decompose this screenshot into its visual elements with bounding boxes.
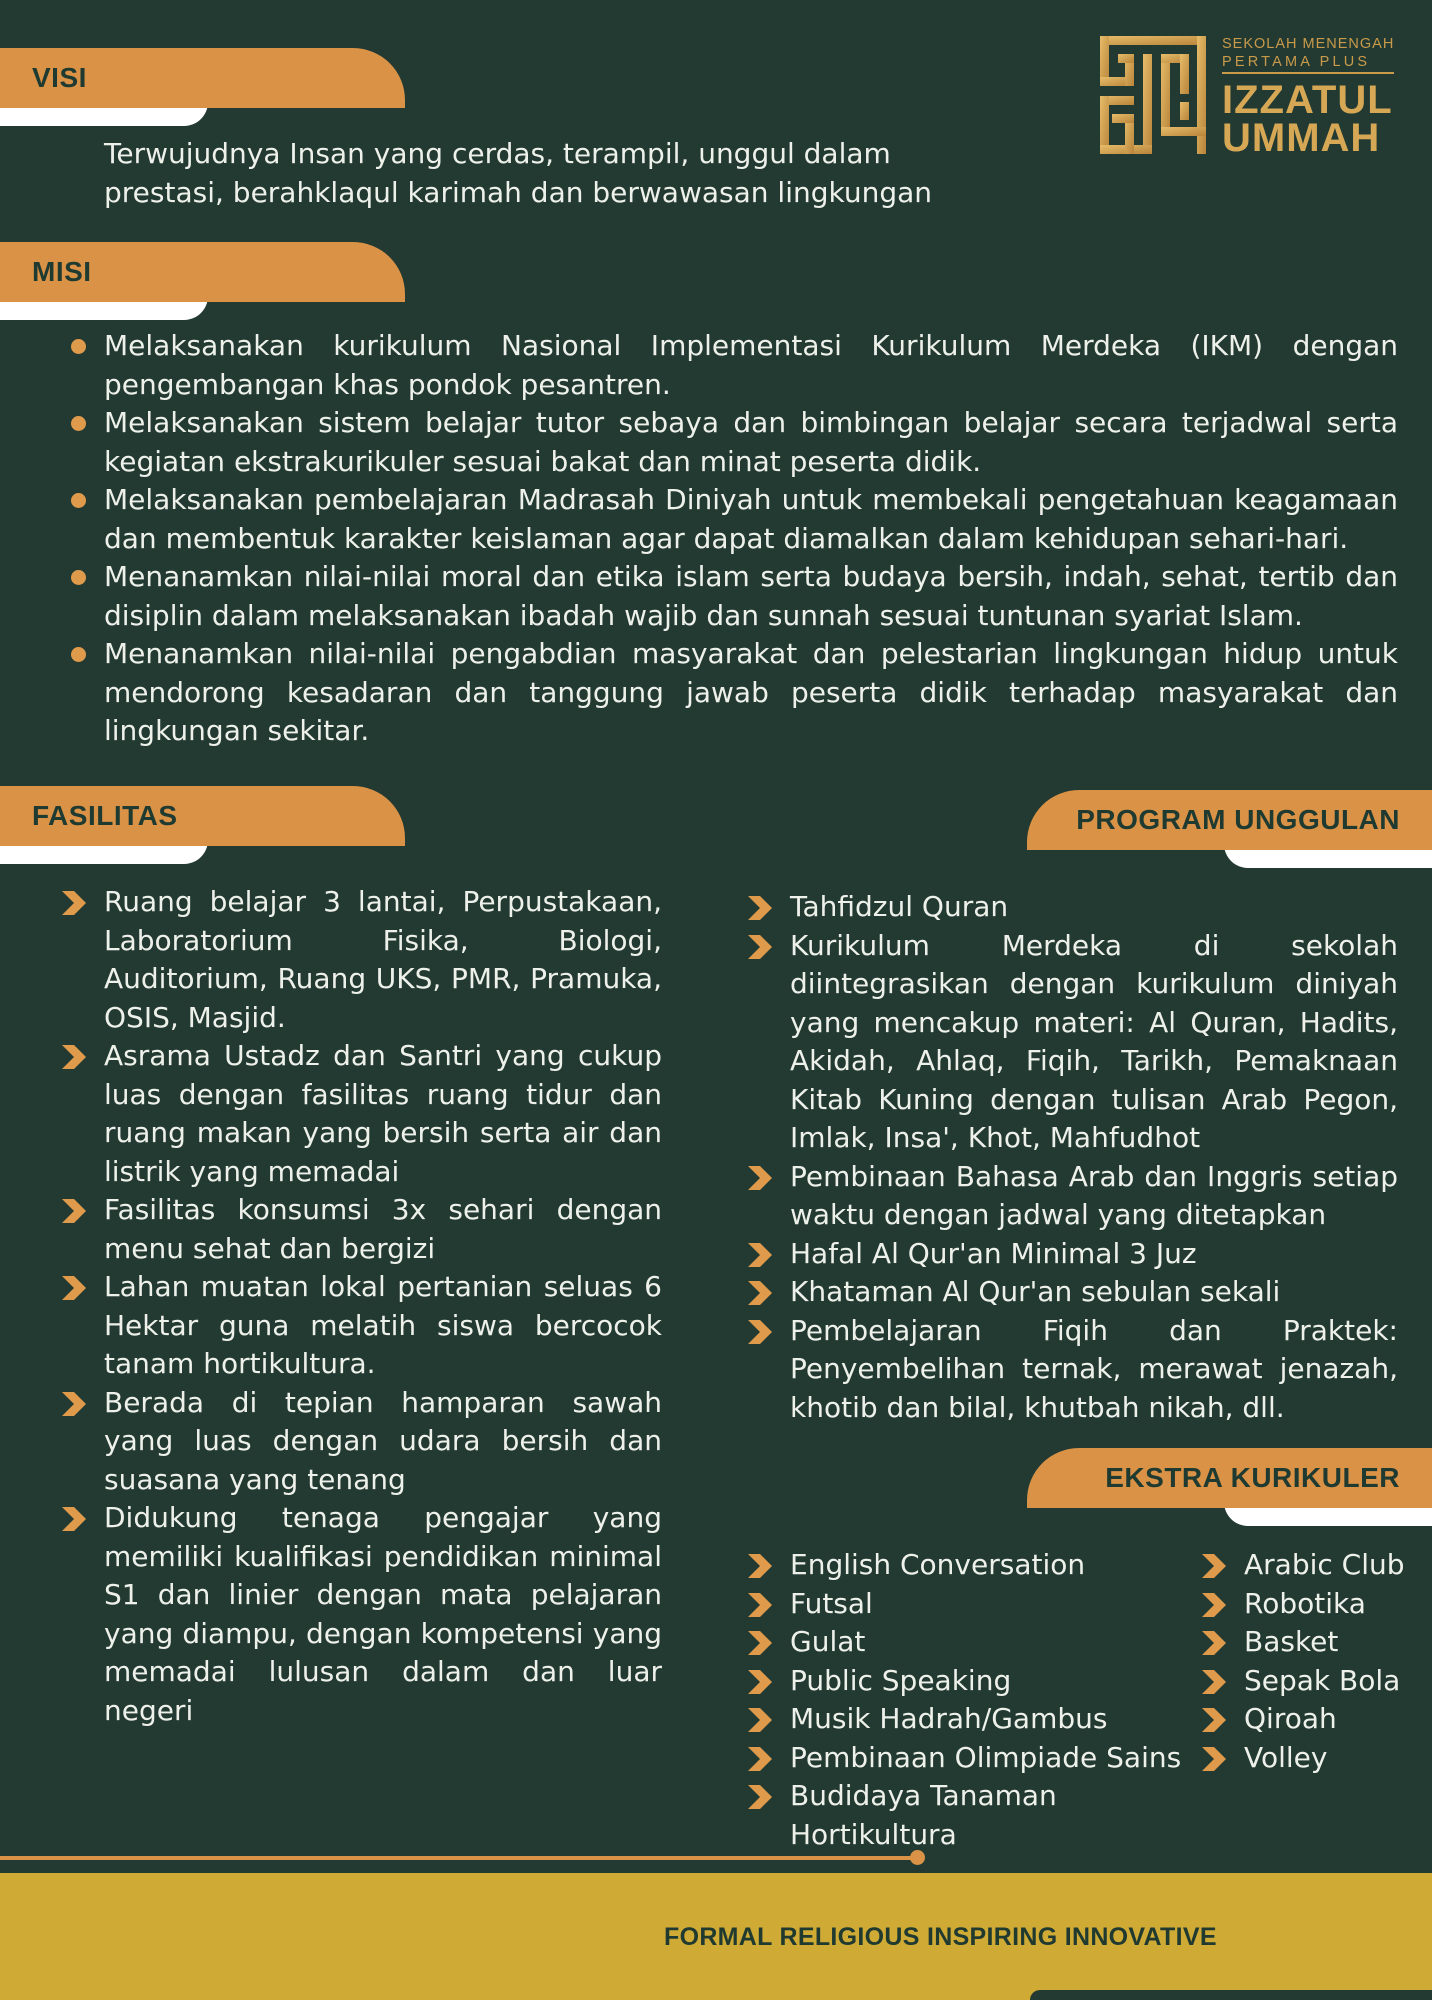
ekstra-kurikuler-list-left [746,1546,1226,1854]
visi-heading: VISI [32,62,87,93]
ekstra-item: Sepak Bola [1200,1662,1432,1701]
logo-subtitle-line1: SEKOLAH MENENGAH [1222,36,1395,52]
footer-tagline: FORMAL RELIGIOUS INSPIRING INNOVATIVE [664,1923,1217,1951]
chevron-right-icon [746,1318,774,1346]
chevron-right-icon [1200,1745,1228,1773]
ekstra-item: Qiroah [1200,1700,1432,1739]
chevron-right-icon [746,1629,774,1657]
program-unggulan-list [746,888,1398,1427]
chevron-right-icon [60,1390,88,1418]
ekstra-item: Budidaya Tanaman Hortikultura [746,1777,1226,1854]
chevron-right-icon [60,1505,88,1533]
chevron-right-icon [1200,1629,1228,1657]
kufic-calligraphy-logo-icon [1100,36,1206,154]
dot-bullet-icon [71,570,86,585]
ekstra-item: Robotika [1200,1585,1432,1624]
chevron-right-icon [60,889,88,917]
misi-item: Melaksanakan kurikulum Nasional Implementasi Kurikulum Merdeka (IKM) dengan pengembangan khas pondok pesantren. [70,327,1398,404]
misi-item: Melaksanakan sistem belajar tutor sebaya dan bimbingan belajar secara terjadwal serta kegiatan ekstrakurikuler sesuai bakat dan minat peserta didik. [70,404,1398,481]
misi-item: Menanamkan nilai-nilai pengabdian masyarakat dan pelestarian lingkungan hidup untuk mendorong kesadaran dan tanggung jawab peserta didik terhadap masyarakat dan lingkungan sekitar. [70,635,1398,751]
program-item: Pembelajaran Fiqih dan Praktek: Penyembelihan ternak, merawat jenazah, khotib dan bilal, khutbah nikah, dll. [746,1312,1398,1428]
chevron-right-icon [746,1164,774,1192]
footer-corner-accent [1030,1990,1432,2000]
logo-subtitle-line2: PERTAMA PLUS [1222,54,1371,70]
chevron-right-icon [60,1274,88,1302]
dot-bullet-icon [71,339,86,354]
chevron-right-icon [1200,1552,1228,1580]
chevron-right-icon [746,1783,774,1811]
program-item: Kurikulum Merdeka di sekolah diintegrasikan dengan kurikulum diniyah yang mencakup materi: Al Quran, Hadits, Akidah, Ahlaq, Fiqih, Tarikh, Pemaknaan Kitab Kuning dengan tulisan Arab Pegon, Imlak, Insa', Khot, Mahfudhot [746,927,1398,1158]
dot-bullet-icon [71,647,86,662]
dot-bullet-icon [71,416,86,431]
chevron-right-icon [746,1279,774,1307]
footer-divider-dot [910,1850,925,1865]
fasilitas-item: Asrama Ustadz dan Santri yang cukup luas dengan fasilitas ruang tidur dan ruang makan yang bersih serta air dan listrik yang memadai [60,1037,662,1191]
logo-divider [1222,72,1394,74]
chevron-right-icon [60,1043,88,1071]
chevron-right-icon [746,933,774,961]
fasilitas-item: Lahan muatan lokal pertanian seluas 6 Hektar guna melatih siswa bercocok tanam hortikultura. [60,1268,662,1384]
fasilitas-item: Ruang belajar 3 lantai, Perpustakaan, Laboratorium Fisika, Biologi, Auditorium, Ruang UKS, PMR, Pramuka, OSIS, Masjid. [60,883,662,1037]
chevron-right-icon [746,894,774,922]
visi-text: Terwujudnya Insan yang cerdas, terampil, unggul dalam prestasi, berahklaqul karimah dan berwawasan lingkungan [104,137,933,209]
chevron-right-icon [1200,1706,1228,1734]
ekstra-item: Musik Hadrah/Gambus [746,1700,1226,1739]
misi-heading-tab [0,242,405,320]
program-item: Khataman Al Qur'an sebulan sekali [746,1273,1398,1312]
fasilitas-item: Berada di tepian hamparan sawah yang luas dengan udara bersih dan suasana yang tenang [60,1384,662,1500]
chevron-right-icon [746,1668,774,1696]
chevron-right-icon [746,1745,774,1773]
dot-bullet-icon [71,493,86,508]
ekstra-item: Futsal [746,1585,1226,1624]
ekstra-item: Volley [1200,1739,1432,1778]
fasilitas-heading: FASILITAS [32,800,178,831]
program-item: Tahfidzul Quran [746,888,1398,927]
program-item: Pembinaan Bahasa Arab dan Inggris setiap waktu dengan jadwal yang ditetapkan [746,1158,1398,1235]
misi-item: Melaksanakan pembelajaran Madrasah Diniyah untuk membekali pengetahuan keagamaan dan membentuk karakter keislaman agar dapat diamalkan dalam kehidupan sehari-hari. [70,481,1398,558]
fasilitas-item: Fasilitas konsumsi 3x sehari dengan menu sehat dan bergizi [60,1191,662,1268]
chevron-right-icon [746,1241,774,1269]
chevron-right-icon [746,1706,774,1734]
fasilitas-item: Didukung tenaga pengajar yang memiliki kualifikasi pendidikan minimal S1 dan linier dengan mata pelajaran yang diampu, dengan kompetensi yang memadai lulusan dalam dan luar negeri [60,1499,662,1730]
ekstra-item: Arabic Club [1200,1546,1432,1585]
program-unggulan-heading: PROGRAM UNGGULAN [1076,804,1400,835]
fasilitas-list [60,883,662,1730]
fasilitas-heading-tab [0,786,405,864]
logo-name-line1: IZZATUL [1222,78,1393,122]
ekstra-kurikuler-list-right [1200,1546,1432,1777]
logo-name-line2: UMMAH [1222,116,1381,160]
ekstra-item: Basket [1200,1623,1432,1662]
ekstra-kurikuler-heading-tab [1027,1448,1432,1526]
chevron-right-icon [1200,1591,1228,1619]
program-unggulan-heading-tab [1027,790,1432,868]
chevron-right-icon [60,1197,88,1225]
footer-divider-line [0,1856,915,1860]
program-item: Hafal Al Qur'an Minimal 3 Juz [746,1235,1398,1274]
chevron-right-icon [1200,1668,1228,1696]
ekstra-item: Pembinaan Olimpiade Sains [746,1739,1226,1778]
chevron-right-icon [746,1591,774,1619]
misi-heading: MISI [32,256,92,287]
ekstra-kurikuler-heading: EKSTRA KURIKULER [1105,1462,1400,1493]
visi-heading-tab [0,48,405,126]
misi-item: Menanamkan nilai-nilai moral dan etika islam serta budaya bersih, indah, sehat, tertib dan disiplin dalam melaksanakan ibadah wajib dan sunnah sesuai tuntunan syariat Islam. [70,558,1398,635]
misi-list [70,327,1398,751]
ekstra-item: Public Speaking [746,1662,1226,1701]
ekstra-item: Gulat [746,1623,1226,1662]
chevron-right-icon [746,1552,774,1580]
ekstra-item: English Conversation [746,1546,1226,1585]
